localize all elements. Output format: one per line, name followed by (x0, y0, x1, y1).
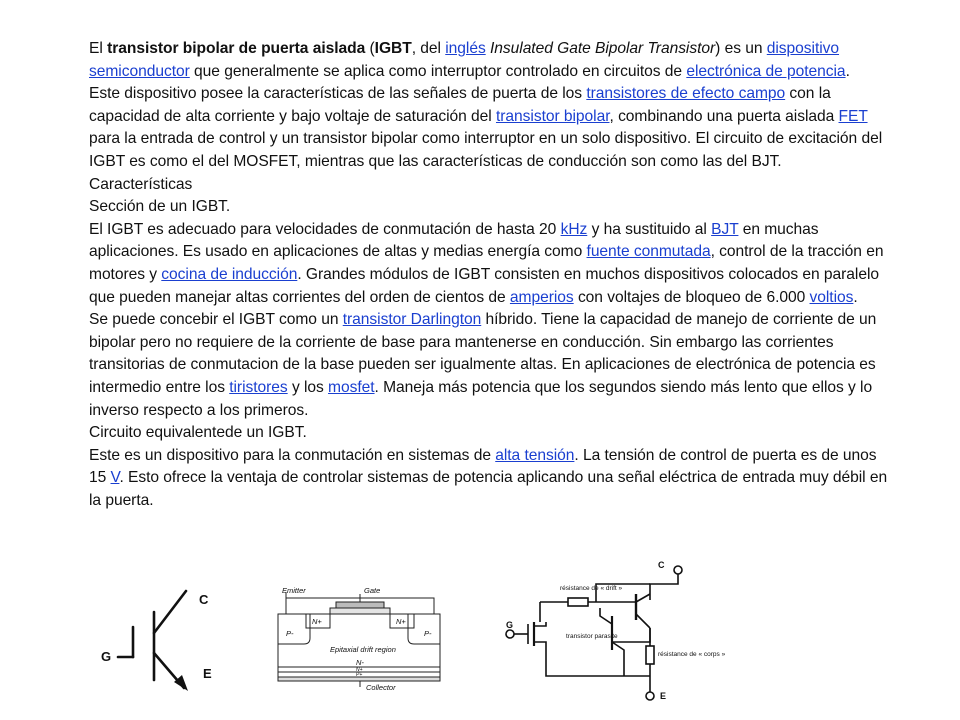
link-ingles[interactable]: inglés (445, 40, 486, 57)
collector-terminal (674, 566, 682, 574)
label-n-plus-right: N+ (396, 617, 406, 626)
term-bold: transistor bipolar de puerta aislada (107, 40, 366, 57)
body-resistor (646, 646, 654, 664)
label-emitter: E (660, 691, 667, 701)
gate-terminal (506, 630, 514, 638)
igbt-equivalent-circuit-diagram (500, 558, 726, 702)
paragraph-high-voltage (89, 445, 889, 513)
text: . La tensión de control de puerta es de unos 15 (89, 446, 877, 487)
link-amperios[interactable]: amperios (509, 288, 574, 306)
igbt-cross-section-diagram (272, 586, 448, 696)
link-fet[interactable]: FET (838, 107, 868, 125)
label-p-plus: P+ (356, 672, 363, 678)
label-p-left: P- (286, 629, 294, 638)
parasitic-collector (600, 608, 612, 624)
label-collector: C (658, 560, 665, 570)
acronym-bold: IGBT (374, 40, 412, 57)
slide-text (89, 38, 889, 512)
link-cocina-de-induccion[interactable]: cocina de inducción (161, 265, 298, 283)
label-gate: G (506, 620, 514, 630)
text: , combinando una puerta aislada (609, 107, 839, 125)
english-name-italic: Insulated Gate Bipolar Transistor (490, 40, 716, 57)
text: , control de la tracción en motores y (89, 243, 884, 283)
label-drift-region: Epitaxial drift region (330, 645, 396, 654)
paragraph-darlington (89, 309, 889, 422)
text: ( (365, 40, 375, 57)
label-emitter: E (203, 666, 212, 681)
link-voltios[interactable]: voltios (809, 288, 854, 306)
heading-caracteristicas: Características (89, 175, 193, 193)
link-v[interactable]: V (110, 469, 120, 487)
label-parasitic-transistor: transistor parasite (566, 633, 618, 640)
label-collector: Collector (366, 683, 396, 692)
text: . Maneja más potencia que los segundos siendo más lento que ellos y lo inverso respecto a los primeros. (89, 378, 873, 419)
label-p-right: P- (424, 629, 432, 638)
text: . (845, 62, 850, 80)
link-semiconductor[interactable]: semiconductor (89, 62, 190, 80)
text: Este es un dispositivo para la conmutación en sistemas de (89, 446, 496, 464)
text: Este dispositivo posee la características de las señales de puerta de los (89, 85, 587, 103)
parasitic-emitter (612, 642, 624, 676)
paragraph-description (89, 83, 889, 173)
text: El (89, 40, 108, 57)
collector-wire (650, 574, 678, 600)
link-khz[interactable]: kHz (560, 220, 588, 238)
pnp-emitter (636, 594, 650, 602)
label-n-plus-buffer: N+ (356, 667, 363, 673)
collector-lead (154, 591, 186, 633)
link-electronica-de-potencia[interactable]: electrónica de potencia (686, 62, 846, 80)
mosfet-source-wire (534, 622, 650, 676)
text: híbrido. Tiene la capacidad de manejo de corriente de un bipolar pero no requiere de la corriente de base para mantenerse en conducción. Sin embargo las corrientes transitorias de conmutacion de la base pueden ser igualmente altas. En aplicaciones de electrónica de potencia es intermedio entre los (89, 311, 877, 396)
heading-circuito: Circuito equivalentede un IGBT. (89, 424, 307, 442)
text: . (853, 288, 858, 306)
label-emitter: Emitter (282, 586, 306, 595)
link-transistor-bipolar[interactable]: transistor bipolar (495, 107, 610, 125)
gate-oxide (330, 608, 390, 614)
link-mosfet[interactable]: mosfet (328, 378, 375, 396)
paragraph-applications (89, 219, 889, 309)
link-bjt[interactable]: BJT (711, 220, 739, 238)
label-n-plus-left: N+ (312, 617, 322, 626)
text: con voltajes de bloqueo de 6.000 (573, 288, 810, 306)
label-drift-resistance: résistance de « drift » (560, 585, 623, 592)
text: y ha sustituido al (587, 220, 712, 238)
text: en muchas aplicaciones. Es usado en aplicaciones de altas y medias energía como (89, 220, 819, 261)
emitter-terminal (646, 692, 654, 700)
link-fuente-conmutada[interactable]: fuente conmutada (586, 243, 711, 261)
label-body-resistance: résistance de « corps » (658, 651, 726, 658)
link-transistor-darlington[interactable]: transistor Darlington (342, 311, 482, 329)
text: que generalmente se aplica como interruptor controlado en circuitos de (189, 62, 687, 80)
text: , del (411, 40, 446, 57)
link-dispositivo[interactable]: dispositivo (766, 40, 840, 57)
label-gate: Gate (364, 586, 381, 595)
paragraph-igbt-definition (89, 38, 889, 83)
text: ) es un (715, 40, 767, 57)
label-n-minus: N- (356, 658, 364, 667)
body-node (612, 628, 650, 642)
gate-poly (336, 602, 384, 608)
text: . Esto ofrece la ventaja de controlar sistemas de potencia aplicando una señal eléctrica de entrada muy débil en la puerta. (89, 469, 888, 509)
heading-seccion: Sección de un IGBT. (89, 198, 231, 216)
pnp-collector (636, 614, 650, 628)
text: El IGBT es adecuado para velocidades de conmutación de hasta 20 (89, 220, 561, 238)
label-collector: C (199, 592, 209, 607)
igbt-symbol-diagram (96, 585, 226, 697)
text: para la entrada de control y un transistor bipolar como interruptor en un solo dispositivo. El circuito de excitación del IGBT es como el del MOSFET, mientras que las características de conducción son como las del BJT. (89, 130, 883, 170)
link-tiristores[interactable]: tiristores (229, 378, 288, 396)
link-alta-tension[interactable]: alta tensión (495, 446, 575, 464)
label-gate: G (101, 649, 112, 664)
text: y los (287, 378, 329, 396)
p-well-left (278, 614, 310, 644)
text: Se puede concebir el IGBT como un (89, 311, 343, 329)
drift-resistor (568, 598, 588, 606)
text: . Grandes módulos de IGBT consisten en muchos dispositivos colocados en paralelo que pueden manejar altas corrientes del orden de cientos de (89, 265, 879, 306)
text: con la capacidad de alta corriente y bajo voltaje de saturación del (89, 85, 831, 125)
link-transistores-efecto-campo[interactable]: transistores de efecto campo (586, 85, 786, 103)
